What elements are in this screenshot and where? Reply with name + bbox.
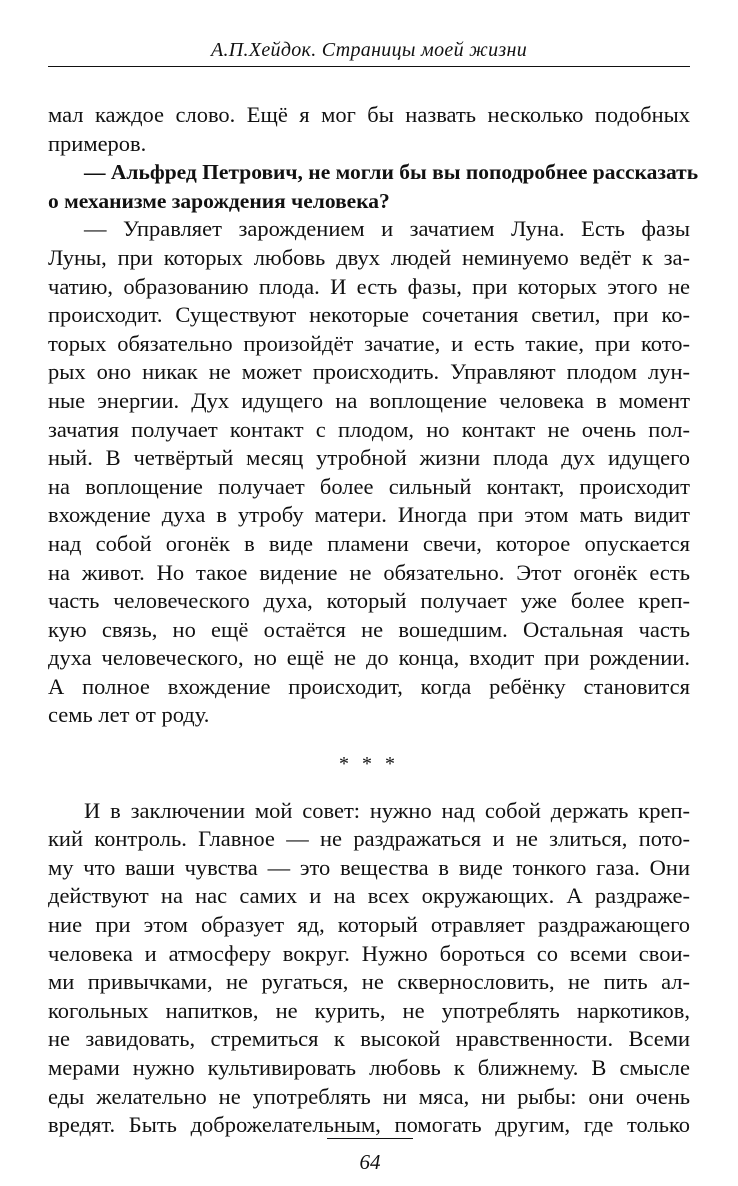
text-line: часть человеческого духа, который получает уже более креп- (48, 588, 690, 614)
text-line: — Альфред Петрович, не могли бы вы поподробнее рассказать (84, 160, 699, 185)
paragraph-answer (48, 215, 690, 730)
text-line: мерами нужно культивировать любовь к ближнему. В смысле (48, 1055, 690, 1080)
text-line: над собой огонёк в виде пламени свечи, которое опускается (48, 530, 690, 556)
paragraph-advice (48, 797, 690, 1140)
text-line: ный. В четвёртый месяц утробной жизни плода дух идущего (48, 445, 690, 471)
text-line: не завидовать, стремиться к высокой нравственности. Всеми (48, 1026, 690, 1052)
text-line: примеров. (48, 130, 147, 156)
text-line: — Управляет зарождением и зачатием Луна. Есть фазы (84, 216, 690, 242)
text-line: семь лет от роду. (48, 702, 210, 728)
text-line: вредят. Быть доброжелательным, помогать другим, где только (48, 1112, 690, 1138)
text-line: Луны, при которых любовь двух людей неминуемо ведёт к за- (48, 244, 690, 270)
header-rule (48, 66, 690, 67)
closing-paragraph (48, 797, 690, 1140)
text-line: на воплощение получает более сильный контакт, происходит (48, 473, 690, 499)
text-line: рых оно никак не может происходить. Управляют плодом лун- (48, 359, 690, 385)
text-line: происходит. Существуют некоторые сочетания светил, при ко- (48, 302, 690, 328)
text-line: духа человеческого, но ещё не до конца, входит при рождении. (48, 645, 690, 671)
text-line: кую связь, но ещё остаётся не вошедшим. Остальная часть (48, 616, 690, 642)
paragraph-question (48, 158, 699, 215)
body-text (48, 101, 699, 1140)
paragraph-p1 (48, 101, 690, 158)
text-line: на живот. Но такое видение не обязательно. Этот огонёк есть (48, 559, 690, 585)
text-line: А полное вхождение происходит, когда ребёнку становится (48, 673, 690, 699)
text-line: кий контроль. Главное — не раздражаться и не злиться, пото- (48, 826, 690, 852)
text-line: ные энергии. Дух идущего на воплощение человека в момент (48, 387, 690, 413)
footer-rule (327, 1138, 413, 1139)
text-line: когольных напитков, не курить, не употреблять наркотиков, (48, 997, 690, 1023)
section-separator: * * * (339, 753, 399, 776)
text-line: торых обязательно произойдёт зачатие, и есть такие, при кото- (48, 330, 690, 356)
text-line: еды желательно не употреблять ни мяса, ни рыбы: они очень (48, 1083, 690, 1109)
text-line: мал каждое слово. Ещё я мог бы назвать несколько подобных (48, 102, 690, 127)
running-title: А.П.Хейдок. Страницы моей жизни (210, 39, 528, 61)
paragraphs (48, 101, 699, 730)
text-line: ми привычками, не ругаться, не сквернословить, не пить ал- (48, 969, 690, 995)
text-line: му что ваши чувства — это вещества в виде тонкого газа. Они (48, 854, 690, 880)
text-line: действуют на нас самих и на всех окружающих. А раздраже- (48, 883, 690, 909)
text-line: вхождение духа в утробу матери. Иногда при этом мать видит (48, 502, 690, 528)
text-line: И в заключении мой совет: нужно над собой держать креп- (84, 797, 690, 823)
text-line: зачатия получает контакт с плодом, но контакт не очень пол- (48, 416, 690, 442)
text-line: о механизме зарождения человека? (48, 188, 390, 213)
page-number: 64 (359, 1150, 381, 1174)
text-line: чатию, образованию плода. И есть фазы, при которых этого не (48, 273, 690, 299)
text-line: человека и атмосферу вокруг. Нужно бороться со всеми свои- (48, 940, 690, 966)
text-line: ние при этом образует яд, который отравляет раздражающего (48, 912, 690, 938)
